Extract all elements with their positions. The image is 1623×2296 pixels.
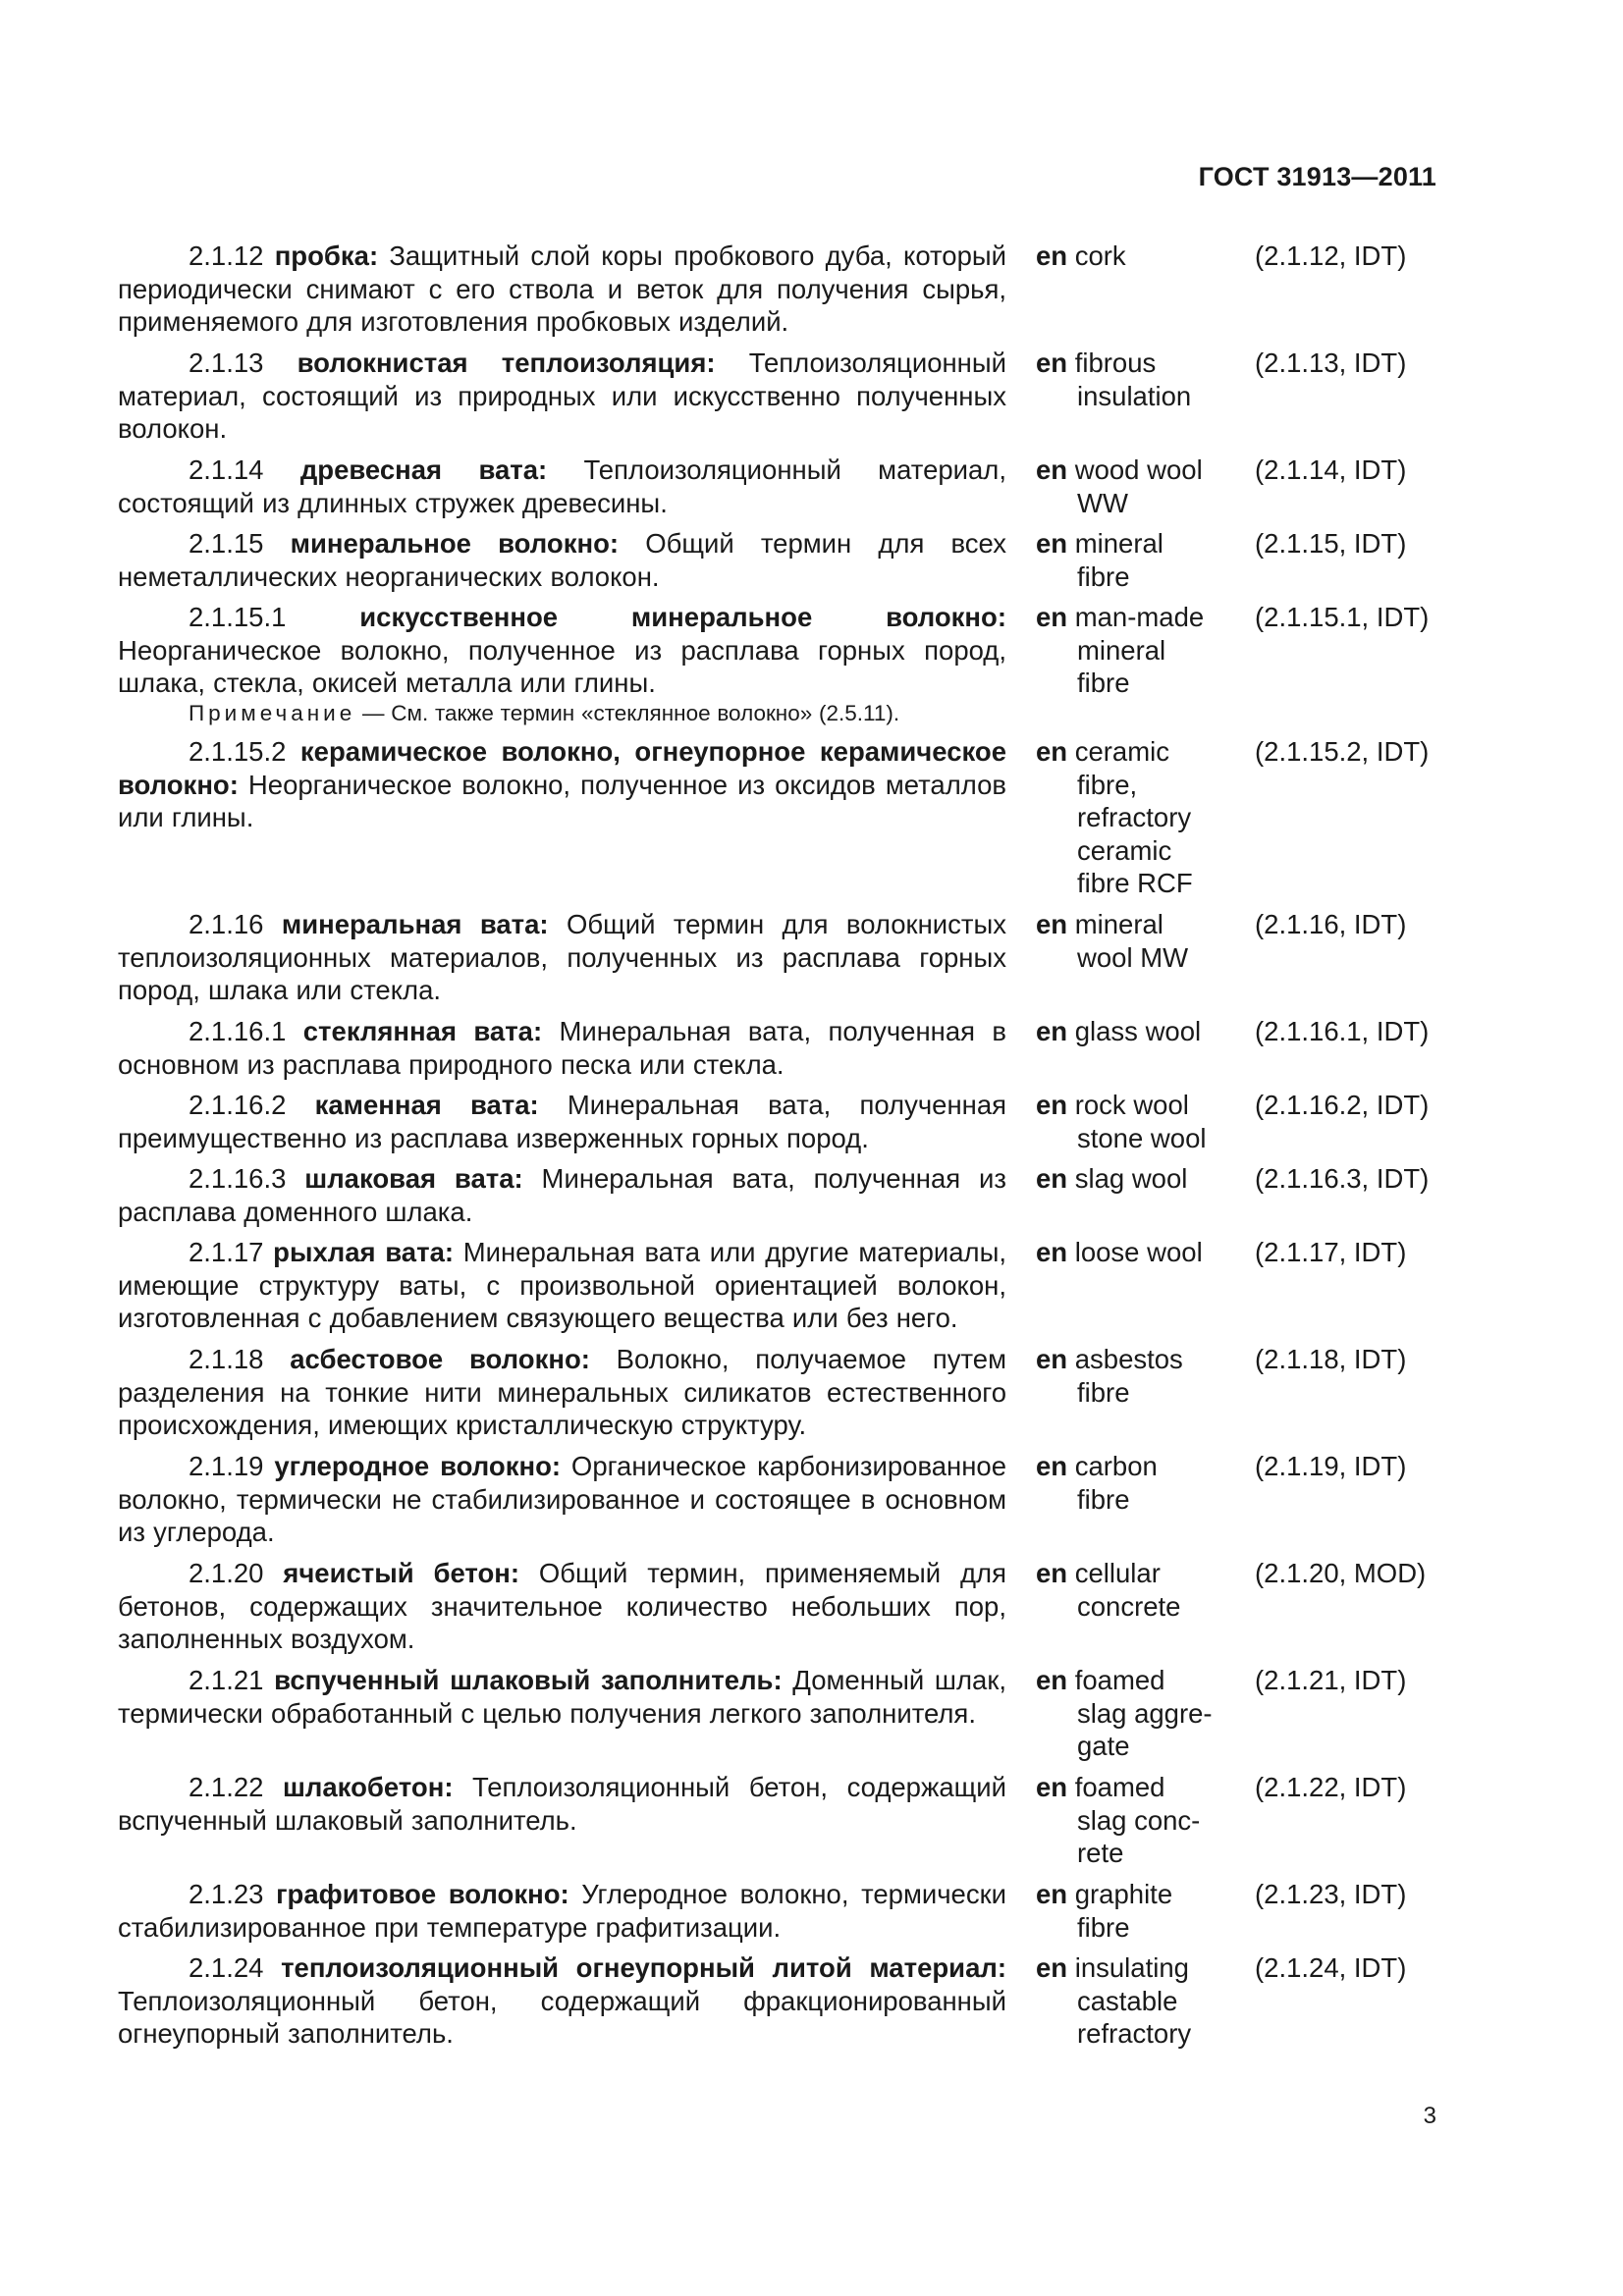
english-equivalent <box>1036 1162 1247 1196</box>
term-definition-text: Неорганическое волокно, полученное из оксидов металлов или глины. <box>118 769 1006 832</box>
language-code: en <box>1036 1665 1068 1695</box>
term-number: 2.1.22 <box>189 1772 264 1802</box>
english-term-text: insulation <box>1077 380 1192 411</box>
english-term-text: cellular <box>1074 1558 1161 1588</box>
term-number: 2.1.20 <box>189 1558 264 1588</box>
english-term-text: slag conc- <box>1077 1804 1201 1836</box>
term-paragraph <box>118 601 1006 700</box>
term-entry <box>118 347 1443 446</box>
english-equivalent <box>1036 1236 1247 1269</box>
term-paragraph <box>118 1343 1006 1442</box>
term-number: 2.1.23 <box>189 1879 264 1909</box>
english-term-text: loose wool <box>1074 1237 1203 1267</box>
term-entry <box>118 1162 1443 1228</box>
english-term-line <box>1036 1951 1247 1985</box>
iso-reference: (2.1.12, IDT) <box>1255 240 1407 271</box>
english-term-text: ceramic <box>1077 834 1172 866</box>
terms-list <box>118 240 1443 2058</box>
english-term-line <box>1036 834 1247 868</box>
english-term-line <box>1036 347 1247 380</box>
english-term-text: stone wool <box>1077 1122 1207 1153</box>
english-term-text: ceramic <box>1074 736 1169 767</box>
english-term-line <box>1036 1837 1247 1870</box>
english-term-text: fibre <box>1077 1911 1130 1943</box>
english-term-text: slag wool <box>1074 1163 1188 1194</box>
term-number: 2.1.14 <box>189 454 264 485</box>
term-definition-text: Общий термин, применяемый для бетонов, содержащих значительное количество небольших пор, заполненных воздухом. <box>118 1558 1006 1654</box>
iso-reference: (2.1.17, IDT) <box>1255 1237 1407 1267</box>
iso-reference: (2.1.15, IDT) <box>1255 528 1407 559</box>
english-equivalent <box>1036 735 1247 900</box>
language-code: en <box>1036 1451 1068 1481</box>
term-definition-text: Общий термин для волокнистых теплоизоляционных материалов, полученных из расплава горных пород, шлака или стекла. <box>118 909 1007 1005</box>
english-term-line <box>1036 561 1247 594</box>
english-term-text: fibre RCF <box>1077 868 1193 898</box>
term-name: графитовое волокно: <box>276 1879 569 1909</box>
english-term-text: man-made <box>1074 602 1205 632</box>
term-definition-block <box>118 1557 1006 1656</box>
iso-reference: (2.1.15.2, IDT) <box>1255 736 1430 767</box>
term-entry <box>118 240 1443 339</box>
term-entry <box>118 1878 1443 1944</box>
english-equivalent <box>1036 1450 1247 1516</box>
english-term-text: rock wool <box>1074 1090 1189 1120</box>
term-definition-text: Защитный слой коры пробкового дуба, который периодически снимают с его ствола и веток для получения сырья, применяемого для изготовления пробковых изделий. <box>118 240 1007 337</box>
english-equivalent <box>1036 1664 1247 1763</box>
term-number: 2.1.16.3 <box>189 1163 287 1194</box>
english-term-line <box>1036 1162 1247 1196</box>
english-term-text: fibrous <box>1074 347 1157 378</box>
english-term-text: mineral <box>1074 909 1163 939</box>
language-code: en <box>1036 454 1068 485</box>
english-term-line <box>1036 527 1247 561</box>
term-entry <box>118 1557 1443 1656</box>
language-code: en <box>1036 1558 1068 1588</box>
english-term-text: wood wool <box>1074 454 1203 485</box>
english-equivalent <box>1036 454 1247 519</box>
document-code: ГОСТ 31913—2011 <box>1198 162 1436 191</box>
iso-reference: (2.1.23, IDT) <box>1255 1879 1407 1909</box>
iso-reference: (2.1.16, IDT) <box>1255 909 1407 939</box>
term-definition-text: Теплоизоляционный бетон, содержащий фракционированный огнеупорный заполнитель. <box>118 1985 1006 2049</box>
english-term-text: mineral <box>1074 528 1163 559</box>
language-code: en <box>1036 1879 1068 1909</box>
term-name: минеральная вата: <box>281 909 549 939</box>
english-term-text: fibre, <box>1077 769 1138 800</box>
iso-reference: (2.1.20, MOD) <box>1255 1558 1427 1588</box>
english-term-line <box>1036 487 1247 520</box>
term-definition-text: Доменный шлак, термически обработанный с целью получения легкого заполнителя. <box>118 1665 1006 1729</box>
term-name: углеродное волокно: <box>274 1451 562 1481</box>
english-term-line <box>1036 1730 1247 1763</box>
term-paragraph <box>118 1089 1006 1154</box>
term-paragraph <box>118 527 1006 593</box>
term-paragraph <box>118 1771 1006 1837</box>
language-code: en <box>1036 1952 1068 1983</box>
iso-reference: (2.1.18, IDT) <box>1255 1344 1407 1374</box>
english-equivalent <box>1036 908 1247 974</box>
term-number: 2.1.12 <box>189 240 264 271</box>
term-definition-block <box>118 1089 1006 1154</box>
iso-reference: (2.1.15.1, IDT) <box>1255 602 1430 632</box>
english-term-text: refractory <box>1077 802 1192 832</box>
language-code: en <box>1036 602 1068 632</box>
term-entry <box>118 1015 1443 1081</box>
note-text: — См. также термин «стеклянное волокно» (2.5.11). <box>355 700 900 725</box>
term-definition-text: Волокно, получаемое путем разделения на тонкие нити минеральных силикатов естественного происхождения, имеющих кристаллическую структуру. <box>118 1344 1006 1440</box>
term-paragraph <box>118 240 1006 339</box>
term-number: 2.1.19 <box>189 1451 264 1481</box>
term-definition-text: Органическое карбонизированное волокно, термически не стабилизированное и состоящее в основном из углерода. <box>118 1451 1007 1547</box>
english-term-text: slag aggre- <box>1077 1697 1213 1729</box>
english-equivalent <box>1036 1343 1247 1409</box>
term-paragraph <box>118 1015 1006 1081</box>
term-entry <box>118 908 1443 1007</box>
language-code: en <box>1036 909 1068 939</box>
term-definition-text: Минеральная вата, полученная из расплава доменного шлака. <box>118 1163 1006 1227</box>
term-definition-text: Теплоизоляционный бетон, содержащий вспученный шлаковый заполнитель. <box>118 1772 1007 1836</box>
english-term-line <box>1036 1122 1247 1155</box>
term-definition-block <box>118 1162 1006 1228</box>
term-definition-block <box>118 527 1006 593</box>
english-term-line <box>1036 1911 1247 1945</box>
english-term-line <box>1036 735 1247 769</box>
english-term-text: fibre <box>1077 561 1130 592</box>
iso-reference: (2.1.22, IDT) <box>1255 1772 1407 1802</box>
language-code: en <box>1036 1016 1068 1046</box>
iso-reference: (2.1.19, IDT) <box>1255 1451 1407 1481</box>
term-entry <box>118 1236 1443 1335</box>
term-definition-text: Теплоизоляционный материал, состоящий из длинных стружек древесины. <box>118 454 1006 518</box>
note-label: Примечание <box>189 700 356 725</box>
term-definition-block <box>118 1771 1006 1837</box>
english-term-text: insulating <box>1074 1952 1189 1983</box>
english-term-line <box>1036 908 1247 941</box>
language-code: en <box>1036 528 1068 559</box>
term-definition-text: Минеральная вата или другие материалы, имеющие структуру ваты, с произвольной ориентацией волокон, изготовленная с добавлением связующего вещества или без него. <box>118 1237 1006 1333</box>
term-paragraph <box>118 1450 1006 1549</box>
english-equivalent <box>1036 601 1247 700</box>
term-paragraph <box>118 908 1006 1007</box>
english-term-text: cork <box>1074 240 1126 271</box>
term-definition-text: Углеродное волокно, термически стабилизированное при температуре графитизации. <box>118 1879 1006 1943</box>
english-equivalent <box>1036 1771 1247 1870</box>
english-term-text: WW <box>1077 487 1128 518</box>
english-term-text: castable <box>1077 1985 1178 2016</box>
language-code: en <box>1036 240 1068 271</box>
term-definition-block <box>118 1015 1006 1081</box>
iso-reference: (2.1.14, IDT) <box>1255 454 1407 485</box>
english-equivalent <box>1036 1015 1247 1048</box>
english-term-line <box>1036 380 1247 413</box>
term-paragraph <box>118 1236 1006 1335</box>
term-paragraph <box>118 1162 1006 1228</box>
term-number: 2.1.16.1 <box>189 1016 287 1046</box>
english-term-text: fibre <box>1077 667 1130 698</box>
term-name: теплоизоляционный огнеупорный литой материал: <box>281 1952 1006 1983</box>
term-number: 2.1.16.2 <box>189 1090 287 1120</box>
term-entry <box>118 1450 1443 1549</box>
term-entry <box>118 527 1443 593</box>
term-number: 2.1.18 <box>189 1344 264 1374</box>
term-paragraph <box>118 454 1006 519</box>
english-term-line <box>1036 240 1247 273</box>
english-term-line <box>1036 1590 1247 1624</box>
term-number: 2.1.15.2 <box>189 736 287 767</box>
term-name: вспученный шлаковый заполнитель: <box>274 1665 783 1695</box>
english-equivalent <box>1036 527 1247 593</box>
english-term-text: gate <box>1077 1731 1130 1761</box>
term-paragraph <box>118 1664 1006 1730</box>
english-term-line <box>1036 1015 1247 1048</box>
iso-reference: (2.1.21, IDT) <box>1255 1665 1407 1695</box>
language-code: en <box>1036 1163 1068 1194</box>
term-paragraph <box>118 1557 1006 1656</box>
iso-reference: (2.1.16.1, IDT) <box>1255 1016 1430 1046</box>
english-equivalent <box>1036 1878 1247 1944</box>
term-number: 2.1.15 <box>189 528 264 559</box>
language-code: en <box>1036 347 1068 378</box>
term-entry <box>118 454 1443 519</box>
english-term-text: graphite <box>1074 1879 1173 1909</box>
term-definition-block <box>118 601 1006 727</box>
term-name: шлаковая вата: <box>304 1163 523 1194</box>
english-term-line <box>1036 1804 1247 1838</box>
english-term-line <box>1036 1089 1247 1122</box>
iso-reference: (2.1.13, IDT) <box>1255 347 1407 378</box>
term-entry <box>118 1343 1443 1442</box>
page-number: 3 <box>1423 2103 1436 2129</box>
english-term-text: rete <box>1077 1838 1124 1868</box>
english-term-text: refractory <box>1077 2018 1192 2049</box>
english-term-line <box>1036 2017 1247 2051</box>
english-equivalent <box>1036 1089 1247 1154</box>
english-term-line <box>1036 1236 1247 1269</box>
term-name: волокнистая теплоизоляция: <box>297 347 716 378</box>
term-name: искусственное минеральное волокно: <box>359 602 1007 632</box>
term-name: шлакобетон: <box>283 1772 454 1802</box>
english-term-text: foamed <box>1074 1772 1165 1802</box>
english-term-line <box>1036 1376 1247 1410</box>
term-number: 2.1.17 <box>189 1237 264 1267</box>
iso-reference: (2.1.24, IDT) <box>1255 1952 1407 1983</box>
term-definition-block <box>118 1878 1006 1944</box>
english-equivalent <box>1036 1557 1247 1623</box>
english-equivalent <box>1036 240 1247 273</box>
term-entry <box>118 1951 1443 2051</box>
english-term-line <box>1036 801 1247 834</box>
term-definition-block <box>118 1343 1006 1442</box>
english-term-line <box>1036 634 1247 667</box>
english-term-line <box>1036 941 1247 975</box>
term-name: керамическое волокно, огнеупорное керамическое волокно: <box>118 736 1006 800</box>
term-name: асбестовое волокно: <box>290 1344 590 1374</box>
term-definition-block <box>118 908 1006 1007</box>
english-term-line <box>1036 1483 1247 1517</box>
term-name: пробка: <box>274 240 379 271</box>
english-term-line <box>1036 1557 1247 1590</box>
term-name: минеральное волокно: <box>290 528 620 559</box>
english-term-line <box>1036 667 1247 700</box>
english-term-text: fibre <box>1077 1483 1130 1515</box>
term-definition-text: Неорганическое волокно, полученное из расплава горных пород, шлака, стекла, окисей металла или глины. <box>118 634 1006 698</box>
iso-reference: (2.1.16.2, IDT) <box>1255 1090 1430 1120</box>
term-number: 2.1.13 <box>189 347 264 378</box>
language-code: en <box>1036 1344 1068 1374</box>
english-term-line <box>1036 454 1247 487</box>
english-term-line <box>1036 867 1247 900</box>
term-name: стеклянная вата: <box>302 1016 543 1046</box>
language-code: en <box>1036 1090 1068 1120</box>
english-term-text: asbestos <box>1074 1344 1183 1374</box>
term-name: рыхлая вата: <box>273 1237 455 1267</box>
term-paragraph <box>118 1951 1006 2051</box>
english-term-text: wool MW <box>1077 941 1189 973</box>
term-definition-block <box>118 1450 1006 1549</box>
term-number: 2.1.21 <box>189 1665 264 1695</box>
english-term-line <box>1036 601 1247 634</box>
term-entry <box>118 1089 1443 1154</box>
term-entry <box>118 735 1443 900</box>
english-term-line <box>1036 1697 1247 1731</box>
english-term-line <box>1036 769 1247 802</box>
term-name: каменная вата: <box>314 1090 539 1120</box>
language-code: en <box>1036 1772 1068 1802</box>
english-term-text: glass wool <box>1074 1016 1202 1046</box>
english-term-line <box>1036 1343 1247 1376</box>
term-number: 2.1.24 <box>189 1952 264 1983</box>
english-equivalent <box>1036 347 1247 412</box>
term-note <box>118 700 1006 727</box>
term-entry <box>118 1664 1443 1763</box>
term-definition-text: Минеральная вата, полученная преимущественно из расплава изверженных горных пород. <box>118 1090 1007 1153</box>
term-definition-block <box>118 347 1006 446</box>
english-term-text: concrete <box>1077 1590 1181 1622</box>
term-definition-text: Общий термин для всех неметаллических неорганических волокон. <box>118 528 1007 592</box>
english-term-text: mineral <box>1077 634 1166 666</box>
english-term-text: foamed <box>1074 1665 1165 1695</box>
term-paragraph <box>118 735 1006 834</box>
term-definition-text: Минеральная вата, полученная в основном из расплава природного песка или стекла. <box>118 1016 1006 1080</box>
english-term-line <box>1036 1450 1247 1483</box>
term-paragraph <box>118 347 1006 446</box>
term-entry <box>118 1771 1443 1870</box>
term-definition-block <box>118 454 1006 519</box>
term-name: ячеистый бетон: <box>283 1558 520 1588</box>
english-term-line <box>1036 1878 1247 1911</box>
language-code: en <box>1036 1237 1068 1267</box>
term-paragraph <box>118 1878 1006 1944</box>
english-term-line <box>1036 1664 1247 1697</box>
term-number: 2.1.15.1 <box>189 602 287 632</box>
term-definition-block <box>118 1236 1006 1335</box>
term-number: 2.1.16 <box>189 909 264 939</box>
language-code: en <box>1036 736 1068 767</box>
iso-reference: (2.1.16.3, IDT) <box>1255 1163 1430 1194</box>
term-definition-block <box>118 1664 1006 1730</box>
term-definition-text: Теплоизоляционный материал, состоящий из природных или искусственно полученных волокон. <box>118 347 1006 444</box>
english-term-text: fibre <box>1077 1376 1130 1408</box>
english-term-text: carbon <box>1074 1451 1158 1481</box>
term-name: древесная вата: <box>299 454 548 485</box>
english-equivalent <box>1036 1951 1247 2051</box>
english-term-line <box>1036 1985 1247 2018</box>
term-definition-block <box>118 240 1006 339</box>
term-definition-block <box>118 735 1006 834</box>
term-definition-block <box>118 1951 1006 2051</box>
english-term-line <box>1036 1771 1247 1804</box>
term-entry <box>118 601 1443 727</box>
